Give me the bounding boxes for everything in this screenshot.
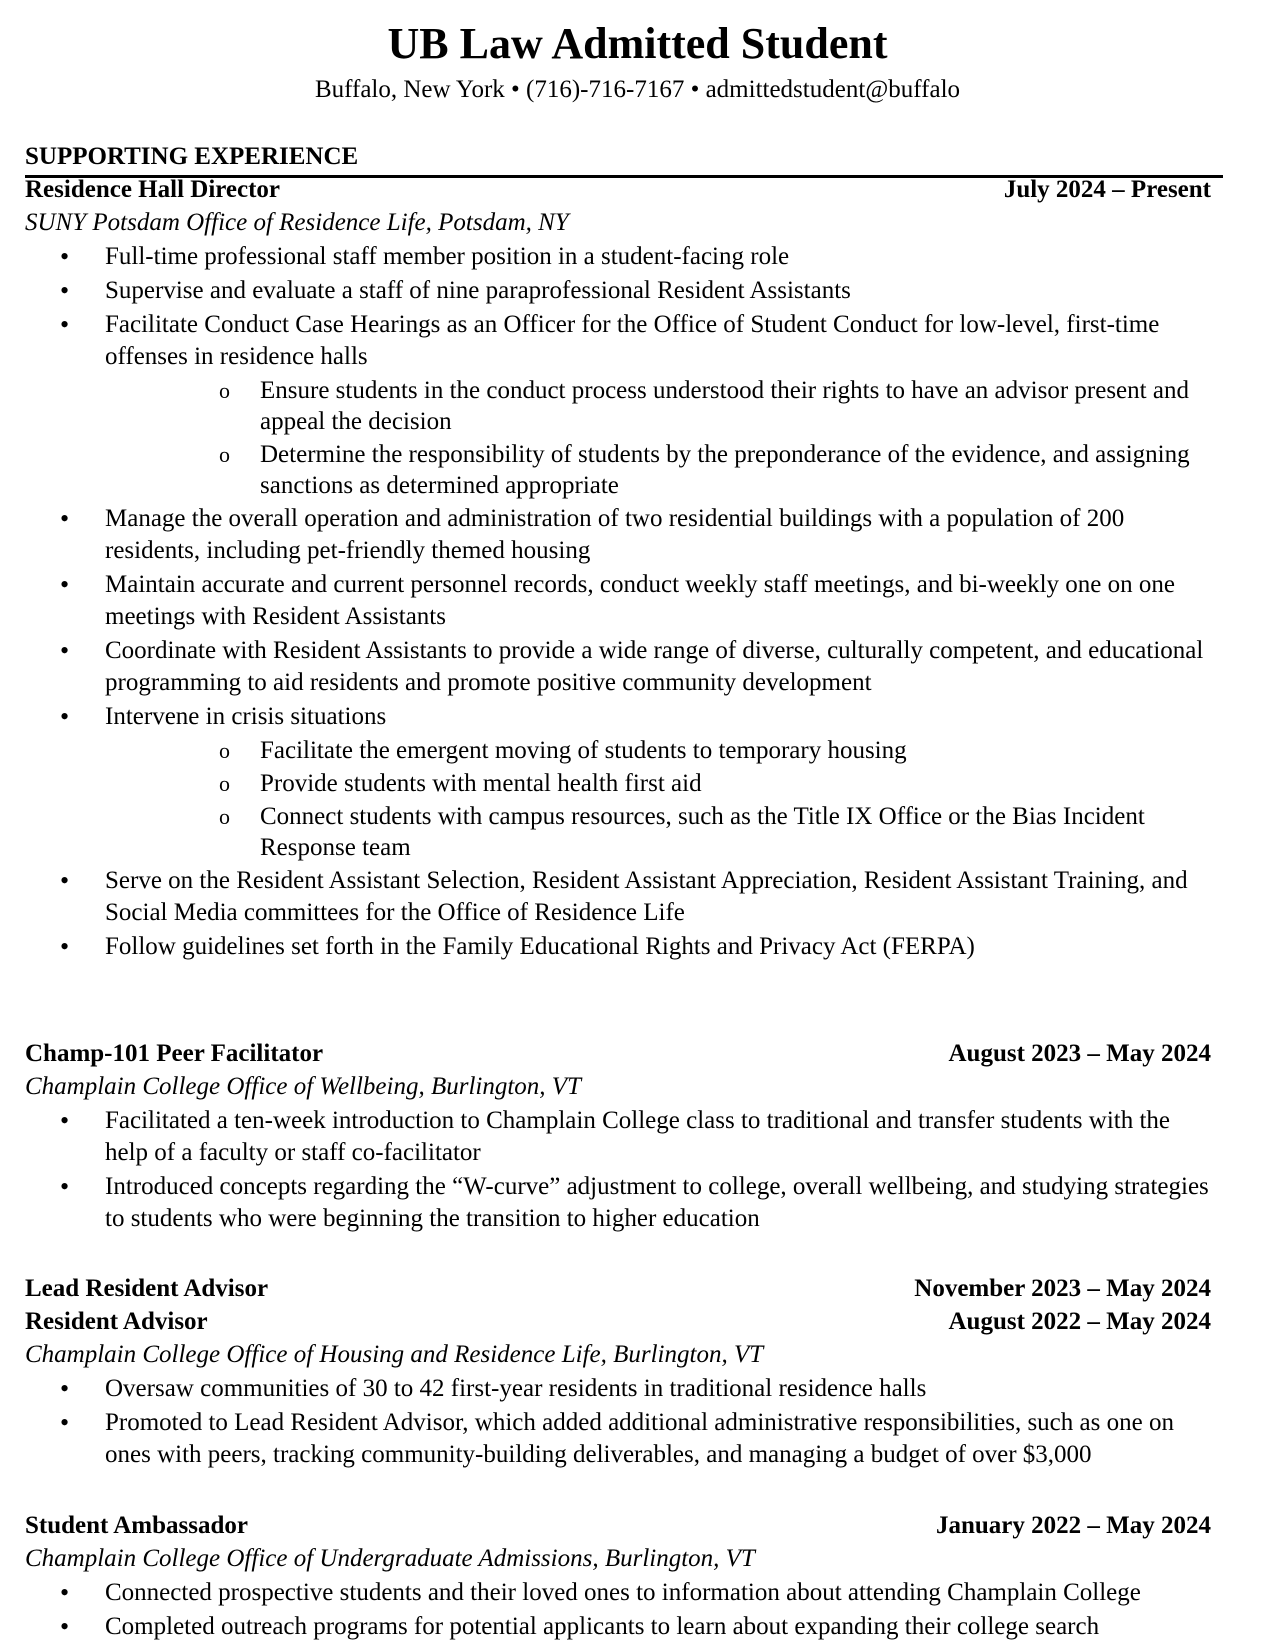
organization: Champlain College Office of Housing and Residence Life, Burlington, VT	[25, 1341, 764, 1368]
bullet-item: • Supervise and evaluate a staff of nine paraprofessional Resident Assistants	[25, 275, 1223, 307]
bullet-item: • Promoted to Lead Resident Advisor, which added additional administrative responsibilities, such as one on ones with peers, tracking community-building deliverables, and managing a budget of over $3,000	[25, 1407, 1223, 1471]
duties-list	[25, 1373, 1223, 1471]
job-title: Resident Advisor	[25, 1308, 208, 1335]
bullet-item: • Coordinate with Resident Assistants to provide a wide range of diverse, culturally competent, and educational programming to aid residents and promote positive community development	[25, 635, 1223, 699]
bullet-item: • Introduced concepts regarding the “W-curve” adjustment to college, overall wellbeing, and studying strategies to students who were beginning the transition to higher education	[25, 1171, 1223, 1235]
organization: Champlain College Office of Wellbeing, Burlington, VT	[25, 1073, 581, 1100]
job-title: Student Ambassador	[25, 1512, 248, 1539]
sub-bullet-item: o Connect students with campus resources, such as the Title IX Office or the Bias Incident Response team	[105, 801, 1213, 863]
bullet-item: • Serve on the Resident Assistant Selection, Resident Assistant Appreciation, Resident Assistant Training, and Social Media committees for the Office of Residence Life	[25, 865, 1223, 929]
bullet-text: Facilitate Conduct Case Hearings as an Officer for the Office of Student Conduct for low-level, first-time offenses in residence halls	[105, 311, 1160, 370]
contact-line: Buffalo, New York • (716)-716-7167 • admittedstudent@buffalo	[314, 76, 961, 103]
duties-list	[25, 1577, 1223, 1643]
experience-entry-resident-advisor	[25, 1272, 1223, 1471]
bullet-item-with-subitems	[25, 309, 1223, 501]
applicant-name: UB Law Admitted Student	[387, 19, 888, 68]
bullet-text: Intervene in crisis situations	[105, 703, 387, 730]
sub-bullet-item: o Provide students with mental health first aid	[105, 768, 1213, 799]
bullet-item-with-subitems	[25, 701, 1223, 863]
bullet-item: • Manage the overall operation and administration of two residential buildings with a population of 200 residents, including pet-friendly themed housing	[25, 503, 1223, 567]
sub-list	[105, 375, 1213, 501]
organization: Champlain College Office of Undergraduate Admissions, Burlington, VT	[25, 1545, 755, 1572]
duties-list	[25, 1105, 1223, 1235]
job-dates: July 2024 – Present	[1003, 176, 1211, 203]
duties-list	[25, 241, 1223, 963]
job-dates: January 2022 – May 2024	[936, 1512, 1211, 1539]
sub-list	[105, 735, 1213, 863]
sub-bullet-item: o Determine the responsibility of students by the preponderance of the evidence, and assigning sanctions as determined appropriate	[105, 439, 1213, 501]
entry-header-secondary	[25, 1305, 1223, 1338]
job-dates: August 2023 – May 2024	[948, 1040, 1211, 1067]
experience-entry-student-ambassador	[25, 1509, 1223, 1643]
entry-header	[25, 1509, 1223, 1542]
job-dates: November 2023 – May 2024	[914, 1275, 1211, 1302]
bullet-item: • Maintain accurate and current personnel records, conduct weekly staff meetings, and bi-weekly one on one meetings with Resident Assistants	[25, 569, 1223, 633]
bullet-item: • Completed outreach programs for potential applicants to learn about expanding their college search	[25, 1611, 1223, 1643]
bullet-item: • Follow guidelines set forth in the Family Educational Rights and Privacy Act (FERPA)	[25, 931, 1223, 963]
organization: SUNY Potsdam Office of Residence Life, Potsdam, NY	[25, 209, 569, 236]
sub-bullet-item: o Ensure students in the conduct process understood their rights to have an advisor present and appeal the decision	[105, 375, 1213, 437]
job-title: Residence Hall Director	[25, 176, 281, 203]
section-title: SUPPORTING EXPERIENCE	[25, 143, 359, 170]
bullet-item: • Oversaw communities of 30 to 42 first-year residents in traditional residence halls	[25, 1373, 1223, 1405]
job-title: Champ-101 Peer Facilitator	[25, 1040, 324, 1067]
bullet-item: • Full-time professional staff member position in a student-facing role	[25, 241, 1223, 273]
entry-header	[25, 173, 1223, 206]
experience-entry-peer-facilitator	[25, 1037, 1223, 1235]
experience-entry-residence-hall-director	[25, 173, 1223, 963]
bullet-item: • Facilitated a ten-week introduction to Champlain College class to traditional and transfer students with the help of a faculty or staff co-facilitator	[25, 1105, 1223, 1169]
sub-bullet-item: o Facilitate the emergent moving of students to temporary housing	[105, 735, 1213, 766]
entry-header	[25, 1037, 1223, 1070]
job-dates: August 2022 – May 2024	[948, 1308, 1211, 1335]
bullet-item: • Connected prospective students and their loved ones to information about attending Champlain College	[25, 1577, 1223, 1609]
entry-header	[25, 1272, 1223, 1305]
job-title: Lead Resident Advisor	[25, 1275, 269, 1302]
